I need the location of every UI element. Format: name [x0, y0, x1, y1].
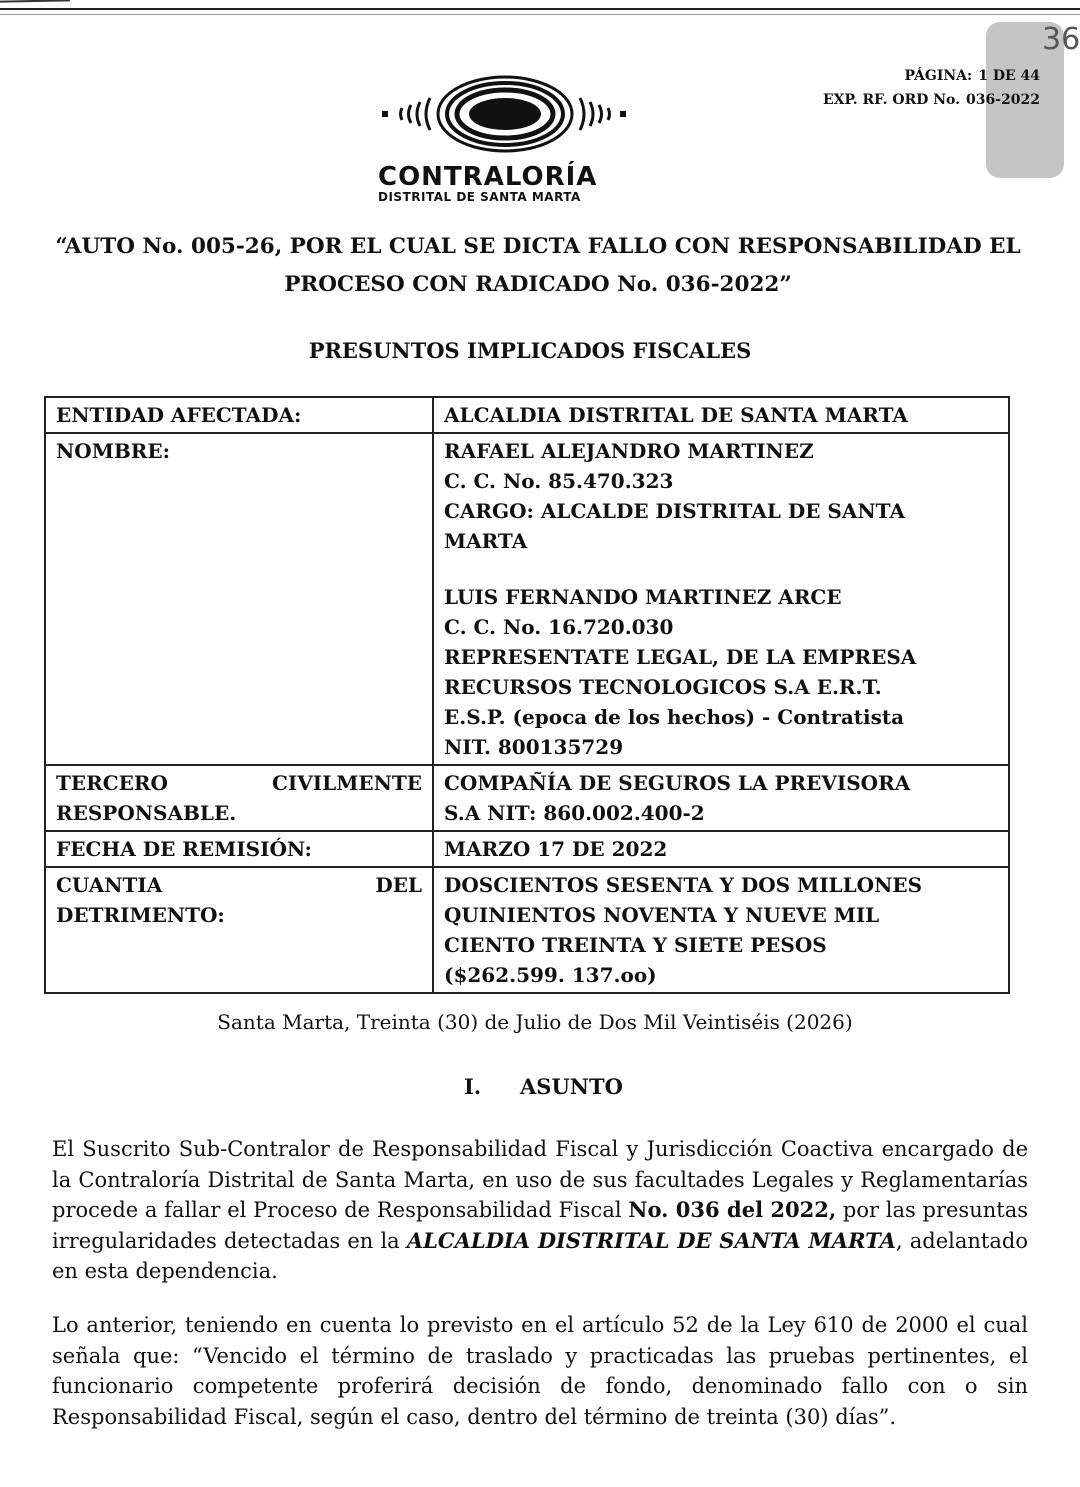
date-line: Santa Marta, Treinta (30) de Julio de Dos Mil Veintiséis (2026) — [217, 1010, 853, 1034]
tercero-label — [45, 765, 433, 831]
paragraph1-bold-a: No. 036 del 2022, — [628, 1197, 837, 1222]
logo-subtitle: DISTRITAL DE SANTA MARTA — [378, 190, 581, 204]
cuantia-label-a: CUANTIA — [56, 873, 163, 897]
paragraph-ley: Lo anterior, teniendo en cuenta lo previsto en el artículo 52 de la Ley 610 de 2000 el cual señala que: “Vencido el término de traslado y practicadas las pruebas pertinentes, el funcionario competente proferirá decisión de fondo, denominado fallo con o sin Responsabilidad Fiscal, según el caso, dentro del término de treinta (30) días”. — [52, 1313, 1028, 1429]
cuantia-label — [45, 867, 433, 993]
paragraph1-bold-italic: ALCALDIA DISTRITAL DE SANTA MARTA — [406, 1227, 896, 1253]
page-number-row — [817, 64, 1040, 88]
entidad-value: ALCALDIA DISTRITAL DE SANTA MARTA — [433, 397, 1009, 433]
paragraph1-text-c: , adelantado en esta dependencia. — [52, 1228, 1028, 1283]
cuantia-label-line-2: DETRIMENTO: — [56, 903, 225, 927]
table-row — [45, 397, 1009, 433]
table-row — [45, 765, 1009, 831]
top-border-line — [0, 8, 1080, 10]
auto-title-line-1: “AUTO No. 005-26, POR EL CUAL SE DICTA FALLO CON RESPONSABILIDAD EL — [55, 234, 1021, 259]
paragraph1-text-a: El Suscrito Sub-Contralor de Responsabilidad Fiscal y Jurisdicción Coactiva encargado de la Contraloría Distrital de Santa Marta, en uso de sus facultades Legales y Reglamentarías procede a fallar el Proceso de Responsabilidad Fiscal — [52, 1137, 1028, 1222]
top-border-line-secondary — [0, 14, 1080, 15]
corner-scribble — [0, 0, 70, 11]
page-label: PÁGINA: — [904, 68, 973, 84]
tercero-label-b: CIVILMENTE — [272, 771, 422, 795]
cuantia-label-b: DEL — [375, 873, 422, 897]
cuantia-line-4: ($262.599. 137.oo) — [444, 963, 657, 987]
section-number: I. — [464, 1074, 482, 1099]
expediente-value: 036-2022 — [966, 92, 1040, 108]
contraloria-logo — [372, 70, 642, 210]
cuantia-label-line-1 — [56, 870, 422, 900]
nombre-label: NOMBRE: — [45, 433, 433, 765]
page-value: 1 DE 44 — [978, 68, 1040, 84]
auto-title — [18, 228, 1058, 304]
person2-cc: C. C. No. 16.720.030 — [444, 615, 674, 639]
spacer — [444, 556, 998, 582]
paragraph-asunto — [52, 1134, 1028, 1287]
implicados-table — [44, 396, 1010, 994]
paragraph1-text-b: por las presuntas irregularidades detectadas en la — [52, 1198, 1028, 1253]
tercero-label-a: TERCERO — [56, 771, 168, 795]
page-meta — [817, 64, 1040, 112]
tercero-value-line-2: S.A NIT: 860.002.400-2 — [444, 801, 705, 825]
person1-name: RAFAEL ALEJANDRO MARTINEZ — [444, 439, 814, 463]
person2-line-3: REPRESENTATE LEGAL, DE LA EMPRESA — [444, 645, 917, 669]
person1-cargo-line-1 — [444, 496, 998, 526]
person2-name: LUIS FERNANDO MARTINEZ ARCE — [444, 585, 842, 609]
section-title: ASUNTO — [520, 1074, 623, 1099]
person1-cargo-text: CARGO: ALCALDE DISTRITAL DE SANTA — [444, 499, 905, 523]
auto-title-line-2: PROCESO CON RADICADO No. 036-2022” — [284, 272, 792, 297]
tercero-value-line-1: COMPAÑÍA DE SEGUROS LA PREVISORA — [444, 771, 911, 795]
section-heading: PRESUNTOS IMPLICADOS FISCALES — [308, 338, 752, 363]
cuantia-line-3: CIENTO TREINTA Y SIETE PESOS — [444, 933, 827, 957]
person2-line-6: NIT. 800135729 — [444, 735, 624, 759]
nombre-value — [433, 433, 1009, 765]
person2-line-4: RECURSOS TECNOLOGICOS S.A E.R.T. — [444, 675, 882, 699]
cuantia-value — [433, 867, 1009, 993]
table-row — [45, 433, 1009, 765]
fecha-value: MARZO 17 DE 2022 — [433, 831, 1009, 867]
cuantia-line-2: QUINIENTOS NOVENTA Y NUEVE MIL — [444, 903, 880, 927]
person1-cc: C. C. No. 85.470.323 — [444, 469, 674, 493]
person2-line-5: E.S.P. (epoca de los hechos) - Contratista — [444, 705, 905, 729]
table-row — [45, 831, 1009, 867]
tercero-label-line-1 — [56, 768, 422, 798]
entidad-label: ENTIDAD AFECTADA: — [45, 397, 433, 433]
expediente-row — [817, 88, 1040, 112]
corner-page-number: 36 — [1042, 22, 1080, 57]
expediente-label: EXP. RF. ORD No. — [822, 92, 960, 108]
cuantia-line-1: DOSCIENTOS SESENTA Y DOS MILLONES — [444, 873, 923, 897]
fecha-label: FECHA DE REMISIÓN: — [45, 831, 433, 867]
logo-emblem-icon — [372, 70, 642, 162]
logo-title: CONTRALORÍA — [378, 162, 598, 192]
tercero-label-line-2: RESPONSABLE. — [56, 801, 237, 825]
tercero-value — [433, 765, 1009, 831]
table-row — [45, 867, 1009, 993]
person1-cargo-line-2: MARTA — [444, 529, 528, 553]
